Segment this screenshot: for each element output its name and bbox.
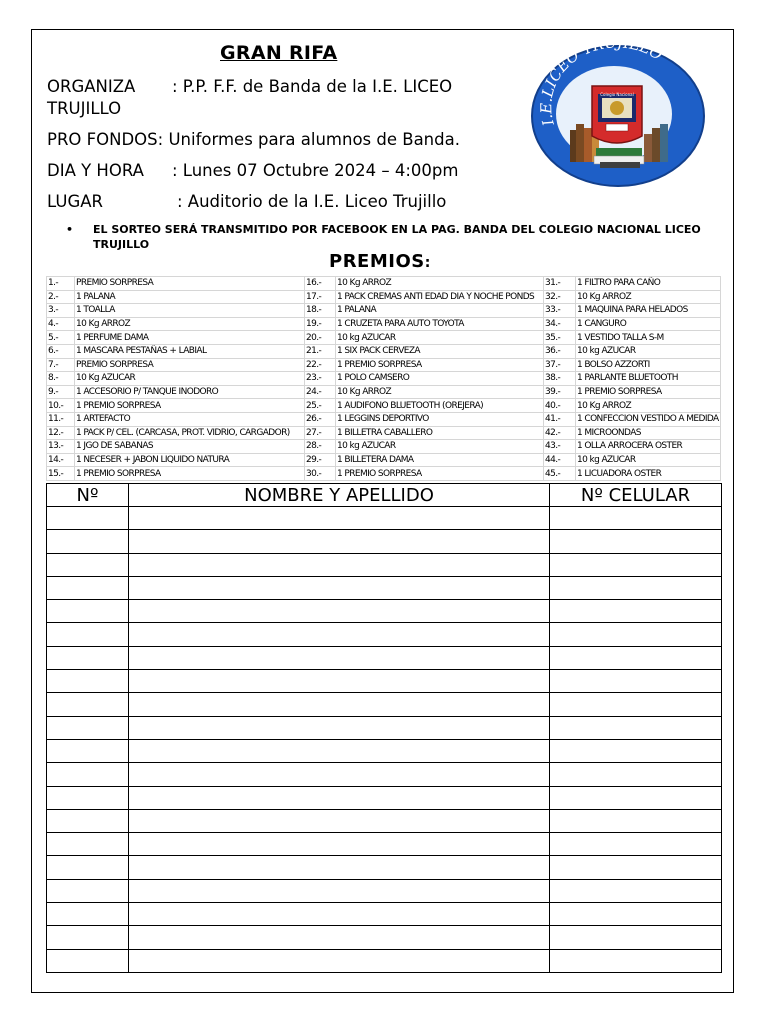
pro-fondos-label: PRO FONDOS: (47, 130, 164, 149)
logo-inner-text: Colegio Nacional (600, 92, 634, 97)
participant-number-cell[interactable] (47, 693, 129, 716)
participant-number-cell[interactable] (47, 786, 129, 809)
prize-number: 40.- (544, 399, 576, 413)
prize-number: 38.- (544, 372, 576, 386)
prize-name: 1 BILLETERA DAMA (336, 453, 544, 467)
participant-number-cell[interactable] (47, 507, 129, 530)
prize-number: 35.- (544, 331, 576, 345)
prize-number: 39.- (544, 385, 576, 399)
prize-number: 28.- (305, 440, 336, 454)
participant-row (47, 553, 722, 576)
participant-row (47, 670, 722, 693)
participant-phone-cell[interactable] (550, 646, 722, 669)
participants-header-row (47, 484, 722, 507)
organiza-label: ORGANIZA (47, 77, 136, 96)
prize-number: 11.- (47, 412, 75, 426)
page-title: GRAN RIFA (220, 42, 338, 64)
prize-name: 1 PACK P/ CEL. (CARCASA, PROT. VIDRIO, CARGADOR) (75, 426, 305, 440)
header-phone: Nº CELULAR (550, 484, 722, 507)
prize-number: 19.- (305, 317, 336, 331)
participant-phone-cell[interactable] (550, 763, 722, 786)
prize-name: 10 Kg ARROZ (576, 399, 721, 413)
prize-name: 1 FILTRO PARA CAÑO (576, 277, 721, 291)
participant-phone-cell[interactable] (550, 879, 722, 902)
pro-fondos-value: Uniformes para alumnos de Banda. (168, 130, 460, 149)
prize-number: 43.- (544, 440, 576, 454)
participant-phone-cell[interactable] (550, 576, 722, 599)
prize-row (47, 317, 721, 331)
prize-name: 10 Kg AZUCAR (75, 372, 305, 386)
participant-name-cell[interactable] (129, 856, 550, 879)
prize-name: PREMIO SORPRESA (75, 358, 305, 372)
prize-number: 42.- (544, 426, 576, 440)
header-number: Nº (47, 484, 129, 507)
prize-row (47, 426, 721, 440)
prize-number: 44.- (544, 453, 576, 467)
participant-phone-cell[interactable] (550, 903, 722, 926)
participant-phone-cell[interactable] (550, 623, 722, 646)
prize-name: 1 PERFUME DAMA (75, 331, 305, 345)
prize-number: 45.- (544, 467, 576, 481)
participant-number-cell[interactable] (47, 949, 129, 972)
prize-name: 1 SIX PACK CERVEZA (336, 344, 544, 358)
prize-name: 1 PREMIO SORPRESA (336, 358, 544, 372)
prize-number: 20.- (305, 331, 336, 345)
prize-number: 13.- (47, 440, 75, 454)
prize-number: 26.- (305, 412, 336, 426)
participant-number-cell[interactable] (47, 716, 129, 739)
participant-name-cell[interactable] (129, 693, 550, 716)
participant-name-cell[interactable] (129, 530, 550, 553)
header-name: NOMBRE Y APELLIDO (129, 484, 550, 507)
bullet-icon: • (66, 223, 74, 236)
prize-name: 1 PREMIO SORPRESA (336, 467, 544, 481)
prize-name: 1 PREMIO SORPRESA (75, 399, 305, 413)
prize-number: 18.- (305, 304, 336, 318)
participant-number-cell[interactable] (47, 670, 129, 693)
prize-name: 1 ACCESORIO P/ TANQUE INODORO (75, 385, 305, 399)
prize-number: 5.- (47, 331, 75, 345)
prize-name: 10 Kg ARROZ (336, 385, 544, 399)
prize-row (47, 440, 721, 454)
prize-name: 1 MASCARA PESTAÑAS + LABIAL (75, 344, 305, 358)
dia-hora-label: DIA Y HORA (47, 161, 144, 180)
participant-name-cell[interactable] (129, 670, 550, 693)
prize-number: 36.- (544, 344, 576, 358)
lugar-line (47, 191, 446, 213)
participant-phone-cell[interactable] (550, 530, 722, 553)
prize-name: 1 CANGURO (576, 317, 721, 331)
prize-name: 1 MAQUINA PARA HELADOS (576, 304, 721, 318)
prize-name: 1 PALANA (336, 304, 544, 318)
prize-number: 3.- (47, 304, 75, 318)
participant-phone-cell[interactable] (550, 670, 722, 693)
participant-name-cell[interactable] (129, 763, 550, 786)
participant-number-cell[interactable] (47, 926, 129, 949)
participant-phone-cell[interactable] (550, 926, 722, 949)
broadcast-notice (66, 222, 710, 252)
participant-row (47, 507, 722, 530)
premios-heading (329, 251, 431, 272)
participant-number-cell[interactable] (47, 646, 129, 669)
prize-number: 16.- (305, 277, 336, 291)
prize-name: 1 CONFECCION VESTIDO A MEDIDA (577, 414, 719, 425)
organiza-value: : P.P. F.F. de Banda de la I.E. LICEO (172, 77, 453, 96)
prize-number: 12.- (47, 426, 75, 440)
prize-name: 1 POLO CAMSERO (336, 372, 544, 386)
prize-number: 7.- (47, 358, 75, 372)
prize-name: 1 PALANA (75, 290, 305, 304)
prize-number: 21.- (305, 344, 336, 358)
prize-name: 1 PARLANTE BLUETOOTH (576, 372, 721, 386)
participant-phone-cell[interactable] (550, 716, 722, 739)
participant-row (47, 833, 722, 856)
participant-name-cell[interactable] (129, 786, 550, 809)
prize-name: 1 PACK CREMAS ANTI EDAD DIA Y NOCHE PONDS (336, 290, 544, 304)
prize-name: 1 LICUADORA OSTER (576, 467, 721, 481)
prize-name: 1 BOLSO AZZORTI (576, 358, 721, 372)
prize-number: 37.- (544, 358, 576, 372)
organiza-line (47, 76, 452, 120)
participant-number-cell[interactable] (47, 903, 129, 926)
participant-number-cell[interactable] (47, 856, 129, 879)
prize-row (47, 277, 721, 291)
prize-name: PREMIO SORPRESA (75, 277, 305, 291)
logo-text: I.E.LICEO TR LLO (537, 44, 666, 128)
notice-text: EL SORTEO SERÁ TRANSMITIDO POR FACEBOOK EN LA PAG. BANDA DEL COLEGIO NACIONAL LICEO TRUJILLO (93, 223, 701, 251)
prize-number: 8.- (47, 372, 75, 386)
prize-name: 1 LEGGINS DEPORTIVO (336, 412, 544, 426)
prize-number: 1.- (47, 277, 75, 291)
prize-row (47, 344, 721, 358)
participant-phone-cell[interactable] (550, 600, 722, 623)
participant-number-cell[interactable] (47, 600, 129, 623)
prize-number: 4.- (47, 317, 75, 331)
participant-row (47, 576, 722, 599)
participant-row (47, 600, 722, 623)
prize-name: 1 JGO DE SABANAS (75, 440, 305, 454)
participant-row (47, 903, 722, 926)
prize-row (47, 372, 721, 386)
participant-number-cell[interactable] (47, 530, 129, 553)
school-crest-icon (530, 44, 706, 188)
participant-row (47, 763, 722, 786)
participant-phone-cell[interactable] (550, 949, 722, 972)
participant-name-cell[interactable] (129, 553, 550, 576)
participant-name-cell[interactable] (129, 600, 550, 623)
prize-number: 17.- (305, 290, 336, 304)
participant-name-cell[interactable] (129, 623, 550, 646)
organiza-value-cont: TRUJILLO (47, 99, 122, 118)
participant-name-cell[interactable] (129, 903, 550, 926)
participant-name-cell[interactable] (129, 879, 550, 902)
prize-row (47, 467, 721, 481)
prize-number: 10.- (47, 399, 75, 413)
participant-row (47, 739, 722, 762)
participant-number-cell[interactable] (47, 623, 129, 646)
prize-number: 41.- (544, 412, 576, 426)
prize-name: 1 PREMIO SORPRESA (576, 385, 721, 399)
prize-number: 25.- (305, 399, 336, 413)
prize-name: 1 BILLETRA CABALLERO (336, 426, 544, 440)
participant-phone-cell[interactable] (550, 809, 722, 832)
prize-name: 10 Kg ARROZ (336, 277, 544, 291)
prize-name: 1 CRUZETA PARA AUTO TOYOTA (336, 317, 544, 331)
participant-phone-cell[interactable] (550, 856, 722, 879)
prize-name: 1 NECESER + JABON LIQUIDO NATURA (75, 453, 305, 467)
prize-number: 33.- (544, 304, 576, 318)
prize-row (47, 358, 721, 372)
prize-name: 10 kg AZUCAR (336, 331, 544, 345)
participant-name-cell[interactable] (129, 833, 550, 856)
school-logo (530, 44, 706, 188)
prize-number: 31.- (544, 277, 576, 291)
prize-name: 1 PREMIO SORPRESA (75, 467, 305, 481)
prize-row (47, 399, 721, 413)
prize-row (47, 331, 721, 345)
participant-name-cell[interactable] (129, 926, 550, 949)
participant-row (47, 949, 722, 972)
prize-row (47, 385, 721, 399)
prize-number: 14.- (47, 453, 75, 467)
premios-heading-text: PREMIOS (329, 251, 425, 272)
participant-row (47, 809, 722, 832)
participant-row (47, 926, 722, 949)
prize-number: 6.- (47, 344, 75, 358)
dia-hora-value: : Lunes 07 Octubre 2024 – 4:00pm (172, 161, 459, 180)
prize-number: 30.- (305, 467, 336, 481)
participant-number-cell[interactable] (47, 553, 129, 576)
prize-number: 32.- (544, 290, 576, 304)
participant-number-cell[interactable] (47, 739, 129, 762)
participant-phone-cell[interactable] (550, 833, 722, 856)
prize-number: 29.- (305, 453, 336, 467)
prize-row (47, 290, 721, 304)
participant-row (47, 716, 722, 739)
prize-name: 10 kg AZUCAR (336, 440, 544, 454)
prize-row (47, 304, 721, 318)
prize-number: 9.- (47, 385, 75, 399)
prize-number: 27.- (305, 426, 336, 440)
dia-hora-line (47, 160, 458, 182)
participant-number-cell[interactable] (47, 763, 129, 786)
prize-name: 1 VESTIDO TALLA S-M (576, 331, 721, 345)
participant-number-cell[interactable] (47, 833, 129, 856)
participant-row (47, 623, 722, 646)
participant-name-cell[interactable] (129, 507, 550, 530)
prize-name: 1 OLLA ARROCERA OSTER (576, 440, 721, 454)
participant-phone-cell[interactable] (550, 693, 722, 716)
prize-number: 22.- (305, 358, 336, 372)
prize-name: 10 Kg ARROZ (576, 290, 721, 304)
participant-phone-cell[interactable] (550, 553, 722, 576)
participant-row (47, 646, 722, 669)
prize-name: 1 AUDIFONO BLUETOOTH (OREJERA) (336, 399, 544, 413)
prize-name: 10 Kg ARROZ (75, 317, 305, 331)
lugar-value: : Auditorio de la I.E. Liceo Trujillo (177, 192, 447, 211)
prize-number: 2.- (47, 290, 75, 304)
participant-number-cell[interactable] (47, 576, 129, 599)
participant-name-cell[interactable] (129, 739, 550, 762)
participant-phone-cell[interactable] (550, 507, 722, 530)
prize-row (47, 453, 721, 467)
participant-row (47, 879, 722, 902)
participant-number-cell[interactable] (47, 879, 129, 902)
participant-name-cell[interactable] (129, 949, 550, 972)
prize-number: 15.- (47, 467, 75, 481)
participant-phone-cell[interactable] (550, 739, 722, 762)
prize-row (47, 412, 721, 426)
participant-name-cell[interactable] (129, 646, 550, 669)
lugar-label: LUGAR (47, 192, 103, 211)
participant-row (47, 693, 722, 716)
participant-row (47, 856, 722, 879)
participant-name-cell[interactable] (129, 809, 550, 832)
participants-table (46, 483, 722, 973)
pro-fondos-line (47, 129, 460, 151)
prize-name: 1 TOALLA (75, 304, 305, 318)
participant-row (47, 530, 722, 553)
prize-number: 34.- (544, 317, 576, 331)
prize-name: 10 kg AZUCAR (576, 344, 721, 358)
participant-name-cell[interactable] (129, 576, 550, 599)
prizes-table (46, 276, 721, 481)
participant-number-cell[interactable] (47, 809, 129, 832)
prize-name: 10 kg AZUCAR (576, 453, 721, 467)
prize-number: 23.- (305, 372, 336, 386)
participant-row (47, 786, 722, 809)
prize-name: 1 MICROONDAS (576, 426, 721, 440)
prize-name: 1 ARTEFACTO (75, 412, 305, 426)
participant-phone-cell[interactable] (550, 786, 722, 809)
premios-heading-colon: : (424, 255, 431, 271)
participant-name-cell[interactable] (129, 716, 550, 739)
prize-number: 24.- (305, 385, 336, 399)
